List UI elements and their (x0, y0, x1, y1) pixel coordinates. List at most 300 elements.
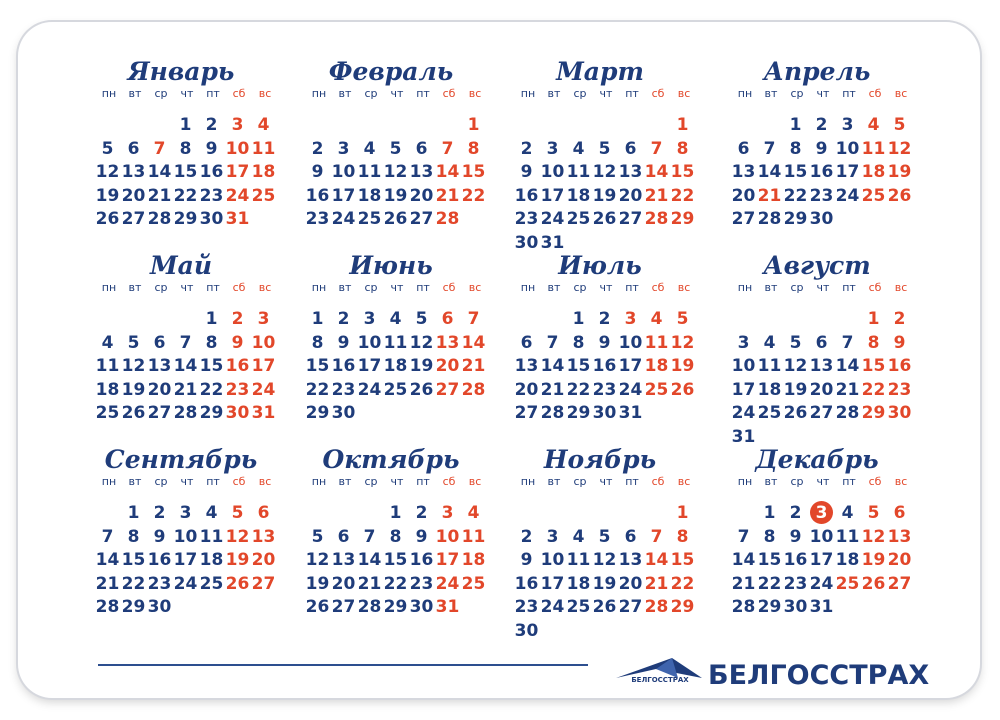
day-cell: 2 (893, 309, 906, 329)
day-cell: 7 (441, 138, 454, 159)
day-cell: 11 (383, 332, 408, 353)
day-cell: 8 (311, 332, 324, 353)
day-cell: 16 (409, 550, 434, 570)
day-cell: 12 (592, 162, 617, 182)
day-cell: 29 (383, 597, 408, 617)
weekday-label: пн (311, 87, 327, 100)
day-cell: 23 (887, 379, 912, 400)
day-cell: 17 (357, 356, 382, 376)
day-cell: 4 (572, 138, 585, 159)
day-cell: 28 (731, 597, 756, 617)
day-cell: 12 (409, 332, 434, 353)
day-cell: 27 (251, 573, 276, 594)
weekday-label: пн (520, 475, 536, 488)
weekday-label: вс (468, 475, 482, 488)
day-cell: 25 (835, 573, 860, 594)
weekday-label: чт (180, 281, 194, 294)
weekday-label: вс (894, 281, 908, 294)
day-cell: 26 (861, 573, 886, 594)
weekday-label: ср (573, 281, 587, 294)
day-cell: 5 (789, 332, 802, 353)
weekday-label: вт (128, 281, 142, 294)
day-cell: 8 (763, 526, 776, 547)
day-cell: 16 (199, 162, 224, 182)
day-cell: 24 (809, 573, 834, 594)
day-cell: 13 (618, 162, 643, 182)
day-cell: 9 (598, 332, 611, 353)
day-cell: 11 (461, 526, 486, 547)
day-cell: 25 (566, 597, 591, 617)
day-cell: 9 (789, 526, 802, 547)
day-cell: 5 (389, 138, 402, 159)
day-cell: 15 (670, 162, 695, 182)
day-cell: 21 (461, 356, 486, 376)
day-cell: 4 (363, 138, 376, 159)
day-cell: 26 (592, 597, 617, 617)
day-cell: 16 (809, 162, 834, 182)
day-cell: 13 (251, 526, 276, 547)
day-cell: 26 (887, 185, 912, 206)
weekday-label: пн (737, 87, 753, 100)
month-name: Март (556, 57, 644, 86)
weekday-label: ср (154, 475, 168, 488)
day-cell: 1 (179, 115, 192, 135)
day-cell: 22 (566, 379, 591, 400)
day-cell: 13 (121, 162, 146, 182)
weekday-label: чт (390, 87, 404, 100)
day-cell: 17 (435, 550, 460, 570)
day-cell: 30 (592, 403, 617, 423)
day-cell: 22 (861, 379, 886, 400)
day-cell: 15 (861, 356, 886, 376)
weekday-label: вт (338, 475, 352, 488)
day-cell: 4 (763, 332, 776, 353)
weekday-label: ср (364, 87, 378, 100)
day-cell: 29 (173, 209, 198, 229)
day-cell: 2 (311, 138, 324, 159)
weekday-label: ср (154, 87, 168, 100)
day-cell: 26 (121, 403, 146, 423)
day-cell: 20 (121, 185, 146, 206)
day-cell: 17 (540, 573, 565, 594)
day-cell: 18 (251, 162, 276, 182)
day-cell: 9 (415, 526, 428, 547)
day-cell: 8 (676, 526, 689, 547)
day-cell: 20 (251, 550, 276, 570)
day-cell: 13 (887, 526, 912, 547)
day-cell: 21 (147, 185, 172, 206)
weekday-label: чт (599, 87, 613, 100)
day-cell: 24 (540, 597, 565, 617)
day-cell: 3 (257, 309, 270, 329)
day-cell: 24 (835, 185, 860, 206)
day-cell: 29 (121, 597, 146, 617)
logo-small-text: БЕЛГОССТРАХ (631, 676, 689, 684)
day-cell: 6 (441, 309, 454, 329)
weekday-label: ср (573, 87, 587, 100)
weekday-label: сб (651, 475, 665, 488)
day-cell: 31 (251, 403, 276, 423)
day-cell: 12 (783, 356, 808, 376)
day-cell: 17 (251, 356, 276, 376)
day-cell: 19 (783, 379, 808, 400)
day-cell: 2 (815, 115, 828, 135)
day-cell: 20 (887, 550, 912, 570)
day-cell: 9 (231, 332, 244, 353)
day-cell: 19 (887, 162, 912, 182)
weekday-label: вс (894, 87, 908, 100)
day-cell: 3 (546, 138, 559, 159)
day-cell: 30 (783, 597, 808, 617)
day-cell: 19 (383, 185, 408, 206)
day-cell: 3 (179, 503, 192, 523)
day-cell: 30 (809, 209, 834, 229)
day-cell: 1 (763, 503, 776, 523)
weekday-label: пт (206, 475, 220, 488)
day-cell: 15 (461, 162, 486, 182)
weekday-label: сб (442, 87, 456, 100)
day-cell: 21 (731, 573, 756, 594)
day-cell: 9 (205, 138, 218, 159)
day-cell: 9 (337, 332, 350, 353)
day-cell: 3 (441, 503, 454, 523)
day-cell: 17 (225, 162, 250, 182)
day-cell: 27 (731, 209, 756, 229)
weekday-label: пт (625, 87, 639, 100)
month-name: Октябрь (322, 445, 460, 474)
day-cell: 5 (311, 526, 324, 547)
day-cell: 16 (592, 356, 617, 376)
day-cell: 31 (809, 597, 834, 617)
day-cell: 26 (383, 209, 408, 229)
weekday-label: сб (868, 475, 882, 488)
month-block (732, 444, 932, 654)
day-cell: 15 (566, 356, 591, 376)
calendar-card (18, 22, 980, 698)
day-cell: 17 (809, 550, 834, 570)
day-cell: 11 (566, 550, 591, 570)
day-cell: 1 (789, 115, 802, 135)
day-cell: 17 (618, 356, 643, 376)
day-cell: 25 (383, 379, 408, 400)
day-cell: 2 (337, 309, 350, 329)
weekday-label: чт (816, 281, 830, 294)
day-cell: 7 (650, 138, 663, 159)
weekday-label: пт (416, 281, 430, 294)
weekday-label: вс (468, 87, 482, 100)
day-cell: 22 (383, 573, 408, 594)
day-cell: 11 (757, 356, 782, 376)
day-cell: 27 (514, 403, 539, 423)
day-cell: 6 (337, 526, 350, 547)
day-cell: 18 (383, 356, 408, 376)
month-name: Июль (558, 251, 642, 280)
weekday-label: пт (625, 475, 639, 488)
day-cell: 20 (147, 379, 172, 400)
weekday-label: вс (258, 87, 272, 100)
day-cell: 25 (461, 573, 486, 594)
weekday-label: пт (416, 475, 430, 488)
day-cell: 6 (624, 526, 637, 547)
day-cell: 14 (95, 550, 120, 570)
day-cell: 1 (127, 503, 140, 523)
day-cell: 12 (861, 526, 886, 547)
day-cell: 23 (147, 573, 172, 594)
month-name: Декабрь (755, 445, 879, 474)
weekday-label: пт (842, 281, 856, 294)
day-cell: 28 (644, 209, 669, 229)
day-cell: 27 (618, 597, 643, 617)
day-cell: 5 (867, 503, 880, 523)
day-cell: 20 (435, 356, 460, 376)
weekday-label: пн (737, 281, 753, 294)
day-cell: 11 (861, 138, 886, 159)
month-block (732, 250, 932, 460)
day-cell: 26 (783, 403, 808, 423)
day-cell: 4 (257, 115, 270, 135)
day-cell: 21 (757, 185, 782, 206)
weekday-label: чт (816, 475, 830, 488)
day-cell: 1 (867, 309, 880, 329)
day-cell: 30 (147, 597, 172, 617)
day-cell: 22 (783, 185, 808, 206)
weekday-label: пн (311, 281, 327, 294)
weekday-label: вс (894, 475, 908, 488)
day-cell: 4 (650, 309, 663, 329)
month-block (306, 444, 506, 654)
day-cell: 24 (540, 209, 565, 229)
weekday-label: сб (232, 475, 246, 488)
day-cell: 20 (409, 185, 434, 206)
weekday-label: вт (338, 87, 352, 100)
day-cell: 25 (566, 209, 591, 229)
day-cell: 27 (618, 209, 643, 229)
day-cell: 16 (783, 550, 808, 570)
day-cell: 10 (357, 332, 382, 353)
day-cell: 10 (435, 526, 460, 547)
day-cell: 7 (650, 526, 663, 547)
day-cell: 10 (540, 550, 565, 570)
day-cell: 28 (357, 597, 382, 617)
day-cell: 24 (357, 379, 382, 400)
weekday-label: сб (442, 281, 456, 294)
day-cell: 10 (225, 138, 250, 159)
day-cell: 13 (809, 356, 834, 376)
day-cell: 8 (676, 138, 689, 159)
day-cell: 12 (383, 162, 408, 182)
day-cell: 6 (257, 503, 270, 523)
day-cell: 20 (618, 573, 643, 594)
day-cell: 11 (835, 526, 860, 547)
day-cell: 25 (644, 379, 669, 400)
day-cell: 3 (841, 115, 854, 135)
weekday-label: вт (547, 475, 561, 488)
weekday-label: чт (180, 475, 194, 488)
day-cell: 30 (409, 597, 434, 617)
day-cell: 16 (305, 185, 330, 206)
day-cell: 28 (147, 209, 172, 229)
day-cell: 12 (225, 526, 250, 547)
day-cell: 7 (763, 138, 776, 159)
day-cell: 6 (127, 138, 140, 159)
weekday-label: пн (311, 475, 327, 488)
day-cell: 18 (566, 573, 591, 594)
day-cell: 10 (173, 526, 198, 547)
day-cell: 23 (199, 185, 224, 206)
day-cell: 9 (520, 162, 533, 182)
day-cell: 4 (389, 309, 402, 329)
day-cell: 7 (101, 526, 114, 547)
day-cell: 14 (731, 550, 756, 570)
day-cell: 2 (598, 309, 611, 329)
day-cell: 23 (225, 379, 250, 400)
day-cell: 18 (835, 550, 860, 570)
day-cell: 19 (861, 550, 886, 570)
day-cell: 27 (809, 403, 834, 423)
day-cell: 20 (331, 573, 356, 594)
day-cell: 8 (789, 138, 802, 159)
day-cell: 30 (887, 403, 912, 423)
day-cell: 5 (893, 115, 906, 135)
weekday-label: пт (625, 281, 639, 294)
day-cell: 17 (540, 185, 565, 206)
month-block (306, 56, 506, 266)
day-cell: 7 (841, 332, 854, 353)
day-cell: 10 (809, 526, 834, 547)
day-cell: 7 (467, 309, 480, 329)
day-cell: 23 (514, 209, 539, 229)
day-cell: 20 (809, 379, 834, 400)
weekday-label: пт (416, 87, 430, 100)
weekday-label: ср (790, 281, 804, 294)
weekday-label: чт (180, 87, 194, 100)
day-cell: 29 (670, 209, 695, 229)
day-cell: 22 (757, 573, 782, 594)
weekday-label: вс (258, 475, 272, 488)
day-cell: 28 (95, 597, 120, 617)
day-cell: 5 (231, 503, 244, 523)
day-cell: 29 (199, 403, 224, 423)
day-cell: 21 (435, 185, 460, 206)
day-cell: 30 (225, 403, 250, 423)
day-cell: 1 (676, 503, 689, 523)
day-cell: 14 (357, 550, 382, 570)
weekday-label: ср (790, 475, 804, 488)
day-cell: 1 (676, 115, 689, 135)
day-cell: 19 (225, 550, 250, 570)
month-block (96, 444, 296, 654)
weekday-label: вт (547, 87, 561, 100)
day-cell: 31 (225, 209, 250, 229)
day-cell: 23 (305, 209, 330, 229)
day-cell: 18 (95, 379, 120, 400)
day-cell: 6 (624, 138, 637, 159)
day-cell: 26 (95, 209, 120, 229)
weekday-label: чт (599, 475, 613, 488)
day-cell: 6 (815, 332, 828, 353)
day-cell: 5 (676, 309, 689, 329)
day-cell: 16 (225, 356, 250, 376)
day-cell: 6 (737, 138, 750, 159)
day-cell: 24 (173, 573, 198, 594)
day-cell: 10 (835, 138, 860, 159)
weekday-label: пт (206, 87, 220, 100)
day-cell: 25 (95, 403, 120, 423)
month-block (515, 444, 715, 654)
day-cell: 4 (572, 526, 585, 547)
day-cell: 5 (598, 138, 611, 159)
day-cell: 30 (331, 403, 356, 423)
day-cell: 26 (592, 209, 617, 229)
day-cell: 5 (101, 138, 114, 159)
day-cell: 18 (861, 162, 886, 182)
day-cell: 4 (867, 115, 880, 135)
day-cell: 18 (199, 550, 224, 570)
day-cell: 25 (861, 185, 886, 206)
highlighted-day: 3 (808, 502, 835, 524)
weekday-label: вс (677, 87, 691, 100)
day-cell: 27 (121, 209, 146, 229)
day-cell: 12 (670, 332, 695, 353)
day-cell: 22 (461, 185, 486, 206)
weekday-label: вт (764, 475, 778, 488)
day-cell: 10 (331, 162, 356, 182)
day-cell: 13 (147, 356, 172, 376)
month-name: Февраль (328, 57, 454, 86)
day-cell: 20 (731, 185, 756, 206)
weekday-label: чт (599, 281, 613, 294)
day-cell: 29 (670, 597, 695, 617)
day-cell: 30 (514, 232, 539, 253)
day-cell: 18 (644, 356, 669, 376)
day-cell: 28 (757, 209, 782, 229)
day-cell: 19 (409, 356, 434, 376)
day-cell: 2 (415, 503, 428, 523)
day-cell: 7 (153, 138, 166, 159)
weekday-label: пн (101, 475, 117, 488)
weekday-label: сб (232, 281, 246, 294)
day-cell: 11 (95, 356, 120, 376)
footer-rule (98, 664, 588, 666)
day-cell: 31 (618, 403, 643, 423)
day-cell: 1 (389, 503, 402, 523)
day-cell: 4 (205, 503, 218, 523)
day-cell: 26 (305, 597, 330, 617)
day-cell: 3 (363, 309, 376, 329)
day-cell: 9 (893, 332, 906, 353)
day-cell: 15 (783, 162, 808, 182)
day-cell: 18 (357, 185, 382, 206)
weekday-label: ср (364, 475, 378, 488)
day-cell: 6 (893, 503, 906, 523)
day-cell: 11 (357, 162, 382, 182)
day-cell: 11 (199, 526, 224, 547)
day-cell: 30 (199, 209, 224, 229)
day-cell: 9 (815, 138, 828, 159)
day-cell: 2 (153, 503, 166, 523)
day-cell: 17 (835, 162, 860, 182)
day-cell: 27 (147, 403, 172, 423)
month-block (96, 250, 296, 460)
day-cell: 15 (305, 356, 330, 376)
day-cell: 23 (809, 185, 834, 206)
day-cell: 31 (435, 597, 460, 617)
day-cell: 29 (783, 209, 808, 229)
month-name: Май (149, 251, 213, 280)
day-cell: 22 (670, 573, 695, 594)
day-cell: 16 (887, 356, 912, 376)
day-cell: 4 (101, 332, 114, 353)
